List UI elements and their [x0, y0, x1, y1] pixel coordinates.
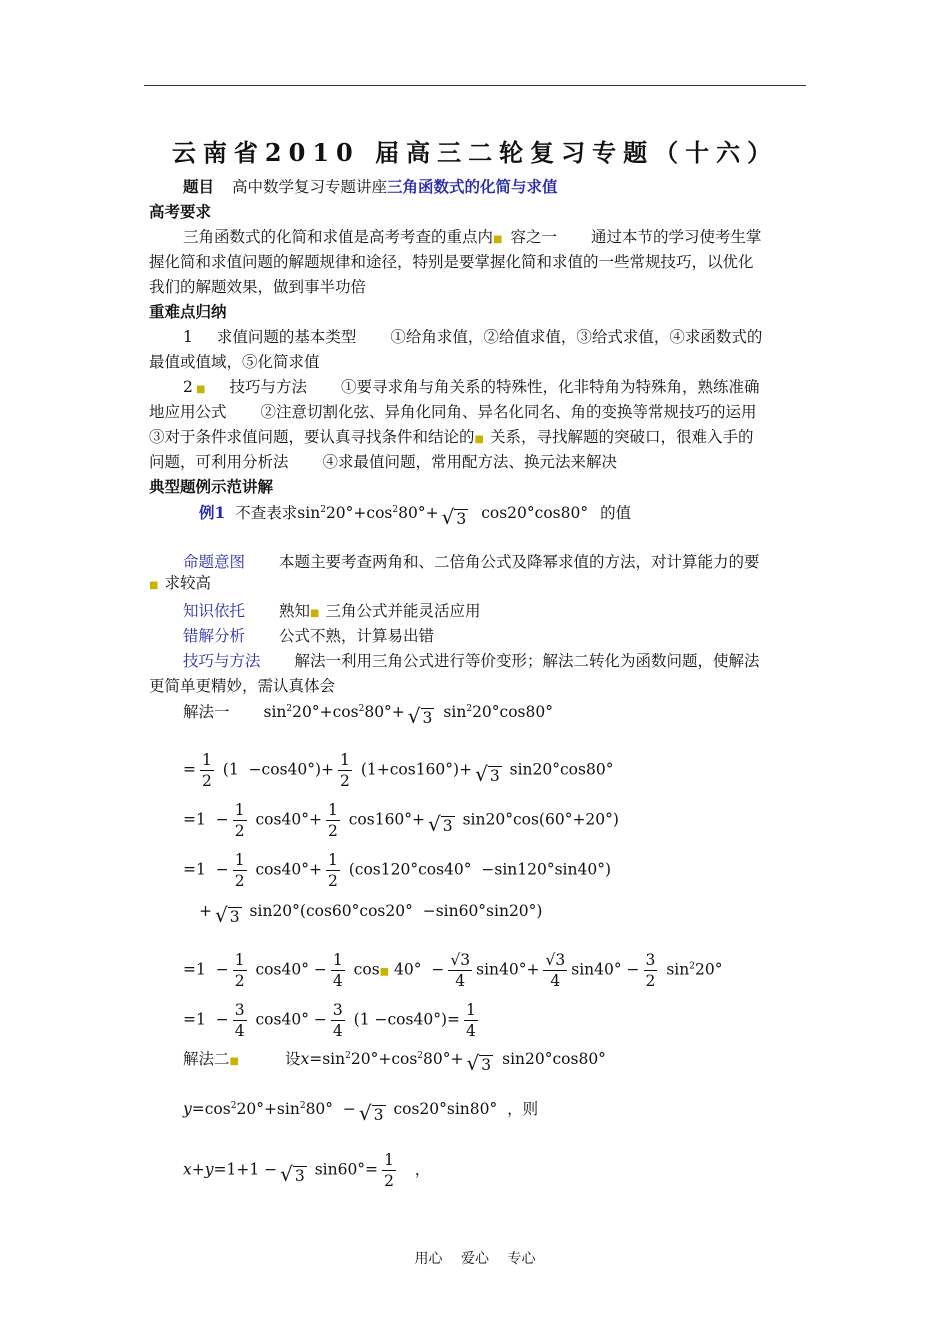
text-span: ③对于条件求值问题，要认真寻找条件和结论的 — [149, 428, 475, 446]
paragraph-line — [149, 401, 757, 423]
marker-dot: ■ — [310, 608, 320, 619]
intent-line — [183, 551, 760, 573]
basis-line — [183, 600, 481, 625]
error-line — [183, 625, 434, 647]
sqrt-symbol: √ 3 — [441, 505, 467, 529]
field-label: 错解分析 — [183, 627, 246, 645]
keypoint-item-1 — [183, 326, 762, 348]
sqrt-symbol: √ 3 — [475, 761, 500, 786]
fraction-half: $\frac{1}{2}$ — [384, 1151, 394, 1190]
solution-1-line-5: + √ 3 sin20°(cos60°cos20° −sin60°sin20°) — [199, 902, 543, 927]
text-span: 三角公式并能灵活应用 — [325, 602, 481, 620]
fraction-half: $\frac{1}{2}$ — [340, 751, 350, 790]
text-span: 本题主要考查两角和、二倍角公式及降幂求值的方法，对计算能力的要 — [279, 553, 760, 571]
fraction-three-quarter: $\frac{3}{4}$ — [332, 1001, 343, 1040]
item-title: 求值问题的基本类型 — [216, 328, 357, 346]
solution-label: 解法一 — [183, 703, 230, 721]
sqrt-symbol: √ 3 — [358, 1101, 384, 1125]
text-span: 不查表求sin — [235, 504, 321, 522]
solution-1-line-2: = $\frac{1}{2}$ (1 −cos40°)+ $\frac{1}{2}$ (1+cos160°)+ √ 3 sin20°cos80° — [183, 751, 614, 790]
fraction-sqrt3-over-4: $\frac{√3}{4}$ — [450, 951, 471, 990]
sqrt-symbol: √ 3 — [280, 1161, 305, 1186]
fraction-half: $\frac{1}{2}$ — [327, 851, 338, 890]
paragraph-line: 更简单更精妙，需认真体会 — [149, 677, 336, 695]
solution-1-line-3: =1 − $\frac{1}{2}$ cos40°+ $\frac{1}{2}$ cos160°+ √ 3 sin20°cos(60°+20°) — [183, 801, 619, 840]
topic-label: 题目 — [183, 177, 215, 196]
text-span: 通过本节的学习使考生掌 — [590, 228, 762, 246]
text-span: ②注意切割化弦、异角化同角、异名化同名、角的变换等常规技巧的运用 — [260, 403, 757, 421]
text-span: 容之一 — [510, 228, 557, 246]
paragraph-line: 我们的解题效果，做到事半功倍 — [149, 278, 367, 296]
fraction-quarter: $\frac{1}{4}$ — [465, 1001, 476, 1040]
text-span: 的值 — [600, 504, 632, 522]
paragraph-line — [149, 451, 617, 473]
paragraph-line: 握化简和求值问题的解题规律和途径，特别是要掌握化简和求值的一些常规技巧，以优化 — [149, 253, 754, 271]
fraction-half: $\frac{1}{2}$ — [327, 801, 338, 840]
solution-2-line-3: x+y=1+1 − √ 3 sin60°= $\frac{1}{2}$ ， — [183, 1151, 431, 1190]
section-heading-examples: 典型题例示范讲解 — [149, 477, 274, 496]
text-span: 关系，寻找解题的突破口，很难入手的 — [489, 428, 754, 446]
sqrt-symbol: √ 3 — [428, 811, 453, 836]
text-span: 地应用公式 — [149, 403, 227, 421]
header-rule — [144, 85, 806, 86]
solution-2-line-1: 解法二■ 设$x=\sin^220^\circ+\cos^280^\circ+$ √ 3 sin20°cos80° — [183, 1050, 606, 1075]
solution-1-line-7: =1 − $\frac{3}{4}$ cos40° − $\frac{3}{4}$ (1 −cos40°)= $\frac{1}{4}$ — [183, 1001, 476, 1040]
topic-highlight: 三角函数式的化简与求值 — [387, 177, 558, 196]
paragraph-line — [149, 572, 211, 597]
solution-label: 解法二 — [183, 1050, 230, 1068]
text-span: 求较高 — [164, 574, 211, 592]
marker-dot: ■ — [379, 966, 390, 978]
paragraph-line — [149, 426, 753, 451]
section-heading-exam: 高考要求 — [149, 202, 212, 221]
solution-1-line-1: 解法一 $\sin^220^\circ+\cos^280^\circ+$ √ 3 $\sin^220^\circ\cos 80^\circ$ — [183, 703, 553, 728]
fraction-quarter: $\frac{1}{4}$ — [332, 951, 343, 990]
text-span: 问题，可利用分析法 — [149, 453, 289, 471]
text-span: 熟知 — [279, 602, 311, 620]
marker-dot: ■ — [474, 434, 484, 445]
paragraph-line: 最值或值域，⑤化简求值 — [149, 353, 320, 371]
text-span: 20°+cos — [325, 504, 393, 522]
item-text: ①要寻求角与角关系的特殊性，化非特角为特殊角，熟练准确 — [341, 378, 760, 396]
fraction-half: $\frac{1}{2}$ — [234, 801, 245, 840]
topic-line — [183, 176, 558, 198]
text-span: 三角函数式的化简和求值是高考考查的重点内 — [183, 228, 494, 246]
text-span: 80°+ — [398, 504, 439, 522]
text-span: 公式不熟，计算易出错 — [279, 627, 435, 645]
marker-dot: ■ — [192, 384, 206, 395]
solution-1-line-4: =1 − $\frac{1}{2}$ cos40°+ $\frac{1}{2}$ (cos120°cos40° −sin120°sin40°) — [183, 851, 612, 890]
field-label: 命题意图 — [183, 553, 246, 571]
text-span: cos20°cos80° — [481, 504, 589, 522]
skill-line — [183, 650, 760, 672]
text-span: 解法一利用三角公式进行等价变形；解法二转化为函数问题，使解法 — [294, 652, 760, 670]
fraction-three-half: $\frac{3}{2}$ — [645, 951, 656, 990]
field-label: 技巧与方法 — [183, 652, 261, 670]
sqrt-symbol: √ 3 — [466, 1051, 492, 1075]
page-footer: 用心 爱心 专心 — [414, 1251, 536, 1267]
item-number: 2 — [183, 378, 193, 396]
example-1: 例1 不查表求$\sin^220^\circ+\cos^280^\circ+$ √ 3 cos20°cos80° 的值 — [199, 503, 632, 529]
item-title: 技巧与方法 — [229, 378, 308, 396]
fraction-three-quarter: $\frac{3}{4}$ — [234, 1001, 245, 1040]
section-heading-keypoints: 重难点归纳 — [149, 302, 227, 321]
paragraph-line — [183, 226, 762, 251]
marker-dot: ■ — [229, 1056, 239, 1067]
solution-1-line-6: =1 − $\frac{1}{2}$ cos40° − $\frac{1}{4}$ cos■ 40° − $\frac{√3}{4}$ sin40°+ $\frac{√3}{4}$ sin40° − $\frac{3}{2}$ $\sin^220^\circ$ — [183, 951, 723, 990]
item-number: 1 — [183, 328, 193, 346]
sqrt-symbol: √ 3 — [407, 704, 433, 728]
solution-2-line-2: $y=\cos^220^\circ+\sin^280^\circ$ − √ 3 cos20°sin80° ，则 — [183, 1100, 539, 1125]
page-title: 云南省2010 届高三二轮复习专题（十六） — [171, 138, 779, 167]
fraction-half: $\frac{1}{2}$ — [234, 951, 245, 990]
keypoint-item-2 — [183, 376, 760, 401]
sqrt-symbol: √ 3 — [215, 903, 240, 927]
topic-prefix: 高中数学复习专题讲座 — [232, 178, 388, 196]
marker-dot: ■ — [149, 580, 159, 591]
text-span: ④求最值问题，常用配方法、换元法来解决 — [322, 453, 618, 471]
fraction-half: $\frac{1}{2}$ — [234, 851, 245, 890]
marker-dot: ■ — [493, 234, 503, 245]
item-text: ①给角求值，②给值求值，③给式求值，④求函数式的 — [390, 328, 763, 346]
fraction-sqrt3-over-4: $\frac{√3}{4}$ — [545, 951, 566, 990]
field-label: 知识依托 — [183, 602, 246, 620]
fraction-half: $\frac{1}{2}$ — [202, 751, 212, 790]
example-label: 例1 — [199, 503, 226, 522]
